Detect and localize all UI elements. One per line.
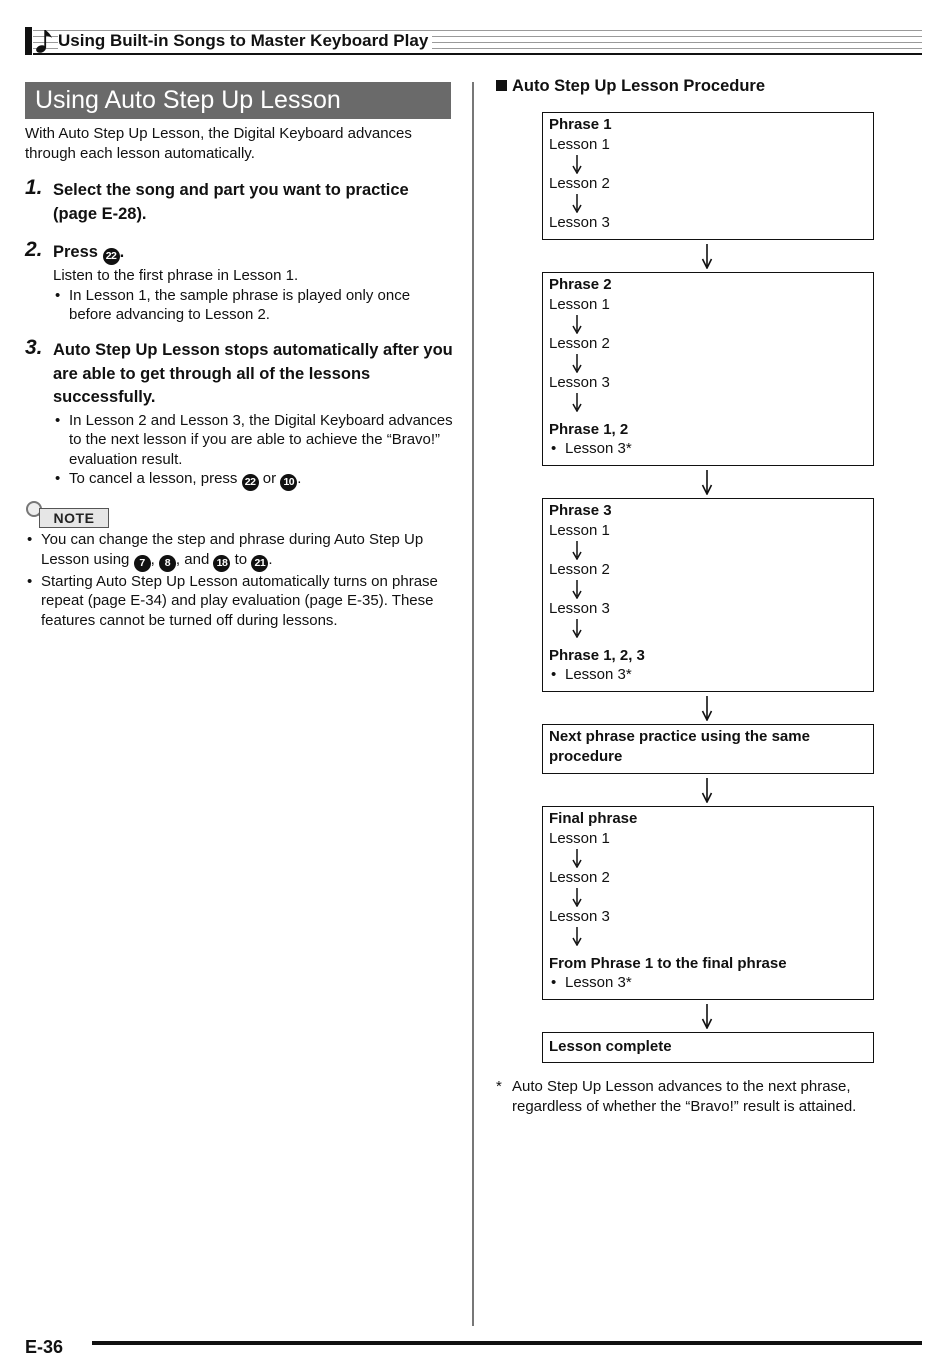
combined-phrase-label: Phrase 1, 2, 3 [549, 646, 645, 664]
note-text: . [268, 550, 273, 568]
note-text: to [234, 550, 248, 568]
lesson-label: Lesson 1 [549, 295, 610, 313]
step-bullet [53, 469, 455, 491]
music-note-icon [34, 28, 54, 54]
note-badge [25, 500, 110, 530]
button-7-icon: 7 [134, 555, 151, 572]
bullet-text: . [297, 470, 302, 487]
small-down-arrow-icon [549, 926, 867, 946]
step-body [53, 411, 455, 492]
header-rule [33, 53, 922, 55]
lesson-label: Lesson 3 [549, 373, 610, 391]
note-item: • Starting Auto Step Up Lesson automatically turns on phrase repeat (page E-34) and play evaluation (page E-35). These features cannot be turned off during lessons. [25, 572, 450, 631]
button-18-icon: 18 [213, 555, 230, 572]
combined-phrase-label: From Phrase 1 to the final phrase [549, 954, 787, 972]
note-text: , and [175, 550, 210, 568]
flow-box-lesson-complete [542, 1032, 874, 1063]
procedure-title-text: Auto Step Up Lesson Procedure [512, 77, 766, 95]
section-title: Using Auto Step Up Lesson [25, 82, 451, 119]
flow-box-final-phrase [542, 806, 874, 1000]
small-down-arrow-icon [549, 540, 867, 560]
note-label: NOTE [39, 508, 109, 528]
step-heading: Auto Step Up Lesson stops automatically after you are able to get through all of the lessons successfully. [53, 341, 453, 406]
step-number: 1. [25, 176, 43, 199]
next-phrase-line: procedure [549, 747, 623, 765]
lesson-label: Lesson 2 [549, 560, 610, 578]
step-heading: Select the song and part you want to practice (page E-28). [53, 181, 409, 223]
footnote-mark: * [496, 1078, 502, 1095]
button-22-icon: 22 [242, 474, 259, 491]
footnote-text: Auto Step Up Lesson advances to the next phrase, regardless of whether the “Bravo!” result is attained. [512, 1078, 857, 1115]
step-number: 3. [25, 336, 43, 359]
down-arrow-icon [700, 243, 714, 269]
down-arrow-icon [700, 469, 714, 495]
combined-lesson: • Lesson 3* [549, 665, 867, 685]
step-text: Listen to the first phrase in Lesson 1. [53, 267, 299, 284]
small-down-arrow-icon [549, 618, 867, 638]
small-down-arrow-icon [549, 193, 867, 213]
down-arrow-icon [700, 777, 714, 803]
note-text: You can change the step and phrase during Auto Step Up Lesson using [41, 531, 424, 568]
note-item [25, 530, 450, 572]
step-heading-text: Press [53, 243, 98, 261]
step-3 [25, 336, 455, 491]
header-bar [25, 27, 32, 55]
button-10-icon: 10 [280, 474, 297, 491]
procedure-title [496, 77, 765, 96]
step-2 [25, 238, 455, 325]
lesson-label: Lesson 3 [549, 213, 610, 231]
box-title: Phrase 1 [549, 116, 612, 133]
step-number: 2. [25, 238, 43, 261]
button-22-icon: 22 [103, 248, 120, 265]
note-list [25, 530, 450, 630]
combined-lesson: • Lesson 3* [549, 973, 867, 993]
small-down-arrow-icon [549, 314, 867, 334]
combined-phrase-label: Phrase 1, 2 [549, 420, 629, 438]
step-bullet: • In Lesson 1, the sample phrase is played only once before advancing to Lesson 2. [53, 286, 455, 325]
square-bullet-icon [496, 80, 507, 91]
step-1 [25, 176, 455, 226]
flow-box-phrase-1 [542, 112, 874, 240]
box-title: Phrase 3 [549, 502, 612, 519]
box-title: Final phrase [549, 810, 638, 827]
lesson-label: Lesson 3 [549, 907, 610, 925]
lesson-label: Lesson 1 [549, 829, 610, 847]
combined-lesson: • Lesson 3* [549, 439, 867, 459]
column-divider [472, 82, 474, 1326]
next-phrase-line: Next phrase practice using the same [549, 728, 810, 745]
button-21-icon: 21 [251, 555, 268, 572]
lesson-label: Lesson 2 [549, 334, 610, 352]
page-number: E-36 [25, 1337, 64, 1357]
box-title: Phrase 2 [549, 276, 612, 293]
page-header [25, 27, 922, 55]
footer-rule [92, 1341, 922, 1345]
lesson-label: Lesson 1 [549, 135, 610, 153]
button-8-icon: 8 [159, 555, 176, 572]
step-body [53, 266, 455, 325]
header-title: Using Built-in Songs to Master Keyboard Play [58, 31, 432, 51]
small-down-arrow-icon [549, 887, 867, 907]
bullet-text: or [262, 470, 277, 487]
down-arrow-icon [700, 1003, 714, 1029]
complete-label: Lesson complete [549, 1038, 672, 1055]
intro-text: With Auto Step Up Lesson, the Digital Keyboard advances through each lesson automatically. [25, 125, 412, 162]
step-bullet: • In Lesson 2 and Lesson 3, the Digital Keyboard advances to the next lesson if you are able to achieve the “Bravo!” evaluation result. [53, 411, 455, 470]
lesson-label: Lesson 2 [549, 868, 610, 886]
small-down-arrow-icon [549, 353, 867, 373]
lesson-label: Lesson 2 [549, 174, 610, 192]
flow-box-phrase-2 [542, 272, 874, 466]
lesson-label: Lesson 1 [549, 521, 610, 539]
lesson-label: Lesson 3 [549, 599, 610, 617]
flow-box-next-phrase [542, 724, 874, 774]
small-down-arrow-icon [549, 392, 867, 412]
bullet-text: To cancel a lesson, press [69, 470, 238, 487]
flow-box-phrase-3 [542, 498, 874, 692]
step-heading-suffix: . [119, 243, 125, 261]
step-heading [53, 241, 455, 265]
note-text: , [150, 550, 155, 568]
small-down-arrow-icon [549, 579, 867, 599]
small-down-arrow-icon [549, 154, 867, 174]
down-arrow-icon [700, 695, 714, 721]
footnote [496, 1077, 886, 1116]
small-down-arrow-icon [549, 848, 867, 868]
